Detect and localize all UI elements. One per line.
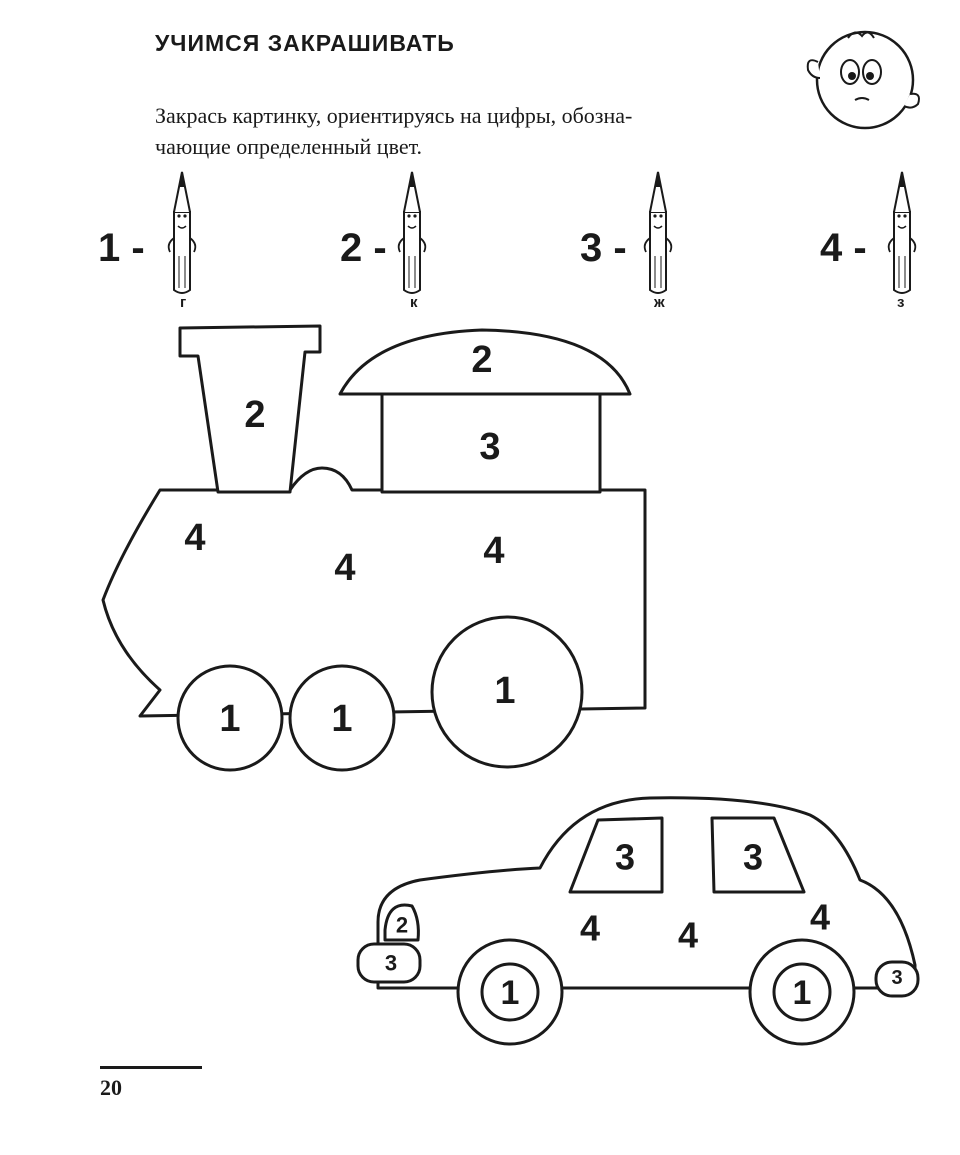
key-letter-4: з — [897, 294, 905, 311]
car-label-window-front: 3 — [614, 836, 636, 878]
car-drawing — [358, 798, 918, 1044]
car-label-wheel-front: 1 — [500, 974, 520, 1012]
car-label-headlight-top: 2 — [395, 912, 409, 938]
car-label-wheel-rear: 1 — [792, 974, 812, 1012]
key-letter-3: ж — [654, 294, 665, 311]
pencil-icon-1 — [169, 172, 196, 293]
key-letter-1: г — [180, 294, 187, 311]
train-label-body-cabin: 4 — [483, 530, 505, 572]
footer-rule — [100, 1066, 202, 1069]
page-number: 20 — [100, 1075, 122, 1100]
car-label-window-rear: 3 — [742, 836, 764, 878]
car-label-body-front: 4 — [579, 907, 601, 949]
train-label-body-middle: 4 — [334, 547, 356, 589]
key-letter-2: к — [410, 294, 418, 311]
car-label-body-middle: 4 — [677, 914, 699, 956]
pencil-icon-2 — [399, 172, 426, 293]
instruction-line-2: чающие определенный цвет. — [155, 134, 423, 159]
page-title: УЧИМСЯ ЗАКРАШИВАТЬ — [155, 30, 455, 56]
pencil-icon-3 — [645, 172, 672, 293]
key-number-1: 1 - — [98, 226, 145, 270]
mascot-face-icon — [808, 32, 919, 128]
train-label-body-front: 4 — [184, 517, 206, 559]
train-label-wheel-large: 1 — [494, 670, 516, 712]
pencil-icon-4 — [889, 172, 916, 293]
car-label-headlight-front: 3 — [384, 950, 398, 976]
key-number-2: 2 - — [340, 226, 387, 270]
train-label-wheel-2: 1 — [331, 698, 353, 740]
car-label-body-rear: 4 — [809, 896, 831, 938]
car-label-taillight: 3 — [891, 967, 903, 989]
train-label-wheel-1: 1 — [219, 698, 241, 740]
train-label-chimney: 2 — [244, 394, 266, 436]
instruction-line-1: Закрась картинку, ориентируясь на цифры, обозна- — [155, 103, 633, 128]
key-number-3: 3 - — [580, 226, 627, 270]
train-label-cabin-window: 3 — [479, 426, 501, 468]
key-number-4: 4 - — [820, 226, 867, 270]
train-label-cabin-roof: 2 — [471, 339, 493, 381]
